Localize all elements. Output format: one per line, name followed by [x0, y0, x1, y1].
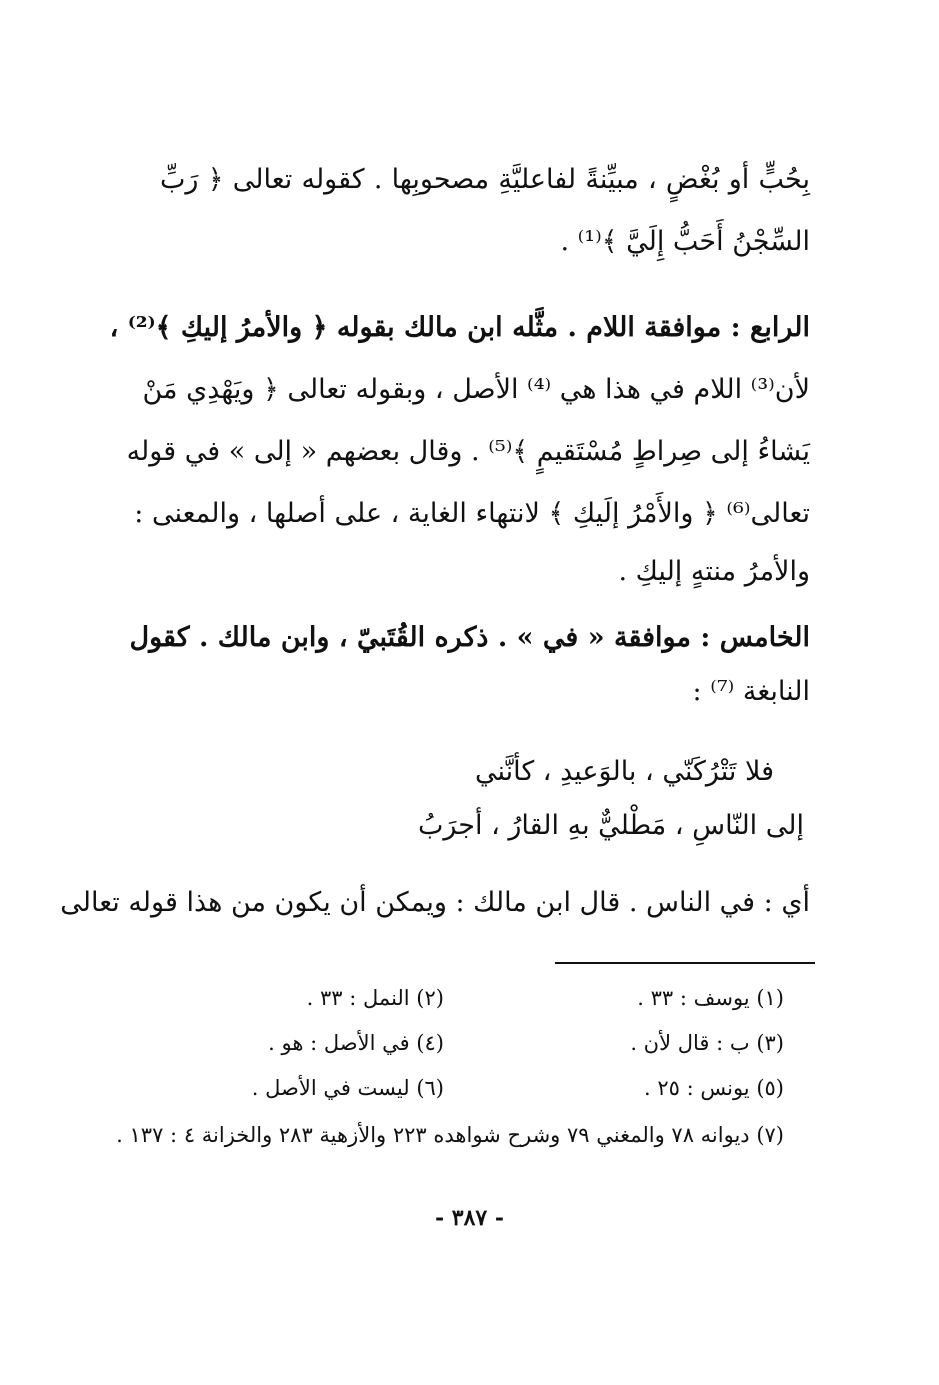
body-line-1: بِحُبٍّ أو بُغْضٍ ، مبيِّنةً لفاعليَّةِ مصحوبِها . كقوله تعالى ﴿ رَبِّ [160, 164, 810, 195]
body-line-closing: أي : في الناس . قال ابن مالك : ويمكن أن يكون من هذا قوله تعالى [60, 887, 810, 918]
footnote-1: (١) يوسف : ٣٣ . [637, 986, 784, 1010]
body-line-9: النابغة ⁽⁷⁾ : [692, 676, 810, 707]
body-line-6: تعالى⁽⁶⁾ ﴿ والأَمْرُ إلَيكِ ﴾ لانتهاء الغاية ، على أصلها ، والمعنى : [134, 498, 810, 529]
footnote-4: (٤) في الأصل : هو . [268, 1031, 444, 1055]
page-number: - ٣٨٧ - [434, 1205, 505, 1231]
footnote-2: (٢) النمل : ٣٣ . [306, 986, 444, 1010]
verse-hemistich-2: إلى النّاسِ ، مَطْليٌّ بهِ القارُ ، أجرَبُ [417, 810, 804, 841]
body-line-8: الخامس : موافقة « في » . ذكره القُتَبيّ ، وابن مالك . كقول [129, 622, 810, 653]
verse-hemistich-1: فلا تَتْرُكَنّي ، بالوَعيدِ ، كأنَّني [474, 756, 774, 787]
body-line-2: السِّجْنُ أَحَبُّ إِلَيَّ ﴾⁽¹⁾ . [560, 226, 810, 257]
body-line-4: لأن⁽³⁾ اللام في هذا هي ⁽⁴⁾ الأصل ، وبقوله تعالى ﴿ ويَهْدِي مَنْ [142, 374, 810, 405]
footnote-5: (٥) يونس : ٢٥ . [643, 1076, 784, 1100]
body-line-5: يَشاءُ إلى صِراطٍ مُسْتَقيمٍ ﴾⁽⁵⁾ . وقال بعضهم « إلى » في قوله [126, 436, 810, 467]
footnote-6: (٦) ليست في الأصل . [251, 1076, 444, 1100]
body-line-7: والأمرُ منتهٍ إليكِ . [618, 556, 810, 587]
footnote-3: (٣) ب : قال لأن . [630, 1031, 784, 1055]
footnote-7: (٧) ديوانه ٧٨ والمغني ٧٩ وشرح شواهده ٢٢٣ والأزهية ٢٨٣ والخزانة ٤ : ١٣٧ . [116, 1123, 784, 1147]
body-line-3: الرابع : موافقة اللام . مثَّله ابن مالك بقوله ﴿ والأمرُ إليكِ ﴾⁽²⁾ ، [109, 312, 810, 343]
footnote-divider [555, 962, 815, 964]
